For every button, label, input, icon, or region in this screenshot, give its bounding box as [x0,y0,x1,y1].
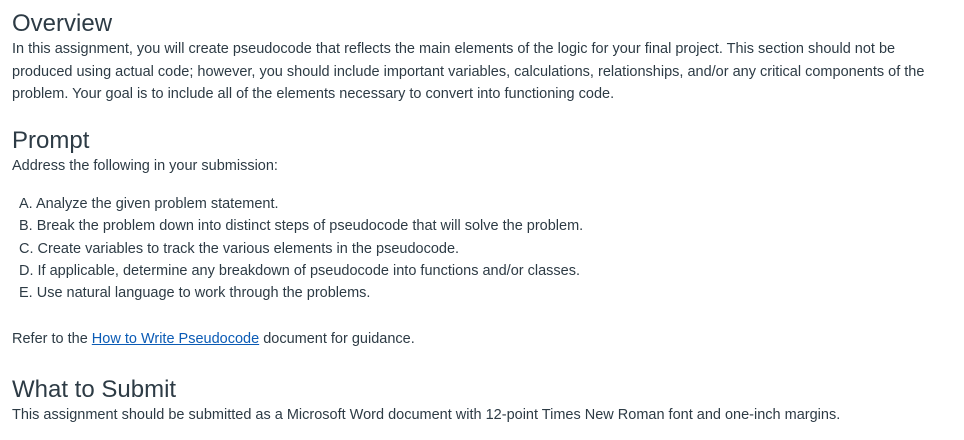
submit-text: This assignment should be submitted as a Microsoft Word document with 12-point Times New Roman font and one-inch margins. [12,406,841,423]
guidance-prefix: Refer to the [12,331,92,348]
list-item-text: Use natural language to work through the problems. [36,285,371,302]
list-item-text: If applicable, determine any breakdown of pseudocode into functions and/or classes. [37,262,581,279]
submit-section [12,376,952,427]
submit-heading: What to Submit [12,375,177,403]
prompt-intro: Address the following in your submission: [12,157,278,174]
list-item-marker: E. [19,285,33,302]
list-item [19,238,952,260]
list-item-marker: A. [19,196,33,212]
list-item-marker: D. [19,262,34,279]
list-item [19,215,952,237]
overview-section [12,10,952,106]
list-item [19,282,952,304]
guidance-text [12,328,952,351]
prompt-section [12,127,952,351]
list-item-marker: B. [19,218,33,235]
list-item [19,193,952,215]
list-item-text: Create variables to track the various elements in the pseudocode. [37,240,460,257]
list-item [19,260,952,282]
overview-heading: Overview [12,10,113,37]
guidance-suffix: document for guidance. [259,331,415,348]
list-item-marker: C. [19,240,34,257]
list-item-text: Break the problem down into distinct steps of pseudocode that will solve the problem. [36,218,584,235]
pseudocode-guide-link[interactable]: How to Write Pseudocode [91,331,260,348]
prompt-list [12,193,952,304]
overview-text: In this assignment, you will create pseudocode that reflects the main elements of the logic for your final project. This section should not be produced using actual code; however, you should include important variables, calculations, relationships, and/or any critical components of the problem. Your goal is to include all of the elements necessary to convert into functioning code. [12,41,925,102]
list-item-text: Analyze the given problem statement. [35,196,279,212]
prompt-heading: Prompt [12,126,90,154]
